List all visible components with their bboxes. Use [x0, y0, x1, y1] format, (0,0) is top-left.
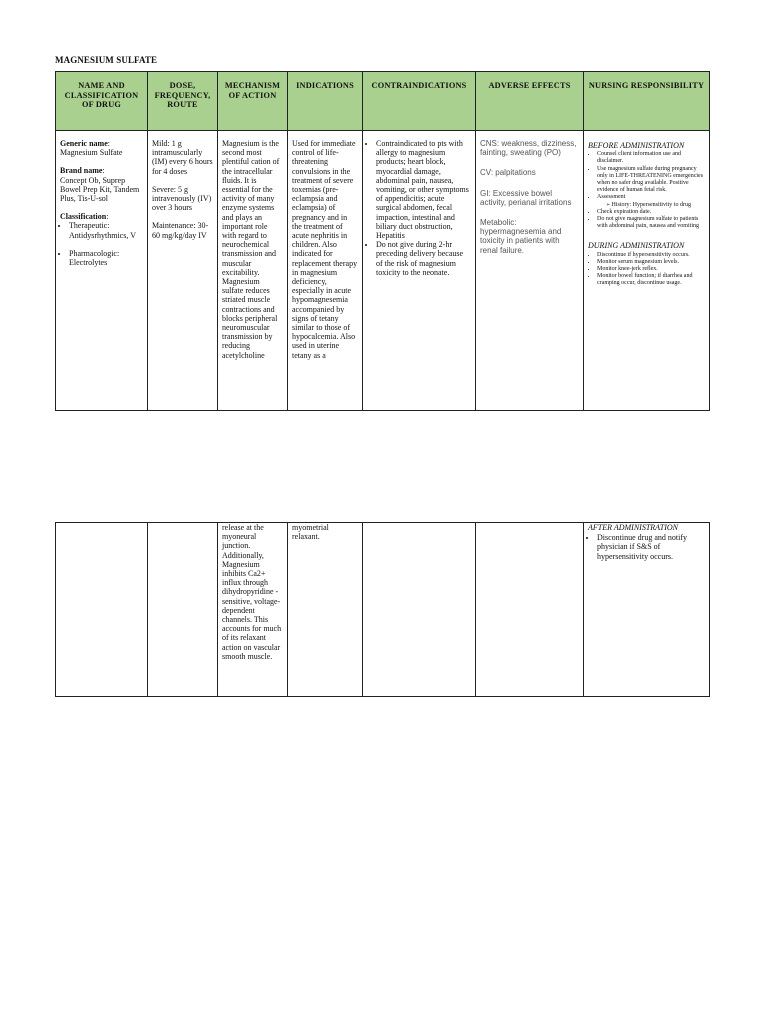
mechanism-cell-continued: [218, 523, 288, 697]
nursing-subitem: ➢ History: Hypersensitivity to drug: [606, 202, 705, 209]
nursing-item: • Discontinue drug and notify physician if S&S of hypersensitivity occurs.: [597, 533, 705, 561]
adverse-effect-item: CV: palpitations: [480, 168, 536, 178]
mechanism-text-continued: release at the myoneural junction. Additionally, Magnesium inhibits Ca2+ influx through dihydropyridine -sensitive, voltage-dependent channels. This accounts for much of its relaxant action on vascular smooth muscle.: [222, 523, 282, 661]
indications-cell: [288, 131, 363, 411]
nursing-item: • Monitor serum magnesium levels.: [597, 259, 705, 266]
nursing-cell-continued: [584, 523, 710, 697]
header-name-classification: NAME AND CLASSIFICATION OF DRUG: [56, 72, 148, 131]
name-cell: Generic name: Magnesium Sulfate Brand name: Concept Ob, Suprep Bowel Prep Kit, Tandem Plus, Tis-U-sol Classification: • Therapeutic: Antidysrhythmics, V • Pharmacologic: Electrolytes: [56, 131, 148, 411]
name-cell-continued: [56, 523, 148, 697]
dose-mild: Mild: 1 g intramuscularly (IM) every 6 hours for 4 doses: [152, 139, 213, 176]
before-administration-title: BEFORE ADMINISTRATION: [588, 141, 685, 150]
dose-severe: Severe: 5 g intravenously (IV) over 3 hours: [152, 184, 212, 213]
adverse-effects-cell-continued: [476, 523, 584, 697]
header-contraindications: CONTRAINDICATIONS: [363, 72, 476, 131]
contraindications-cell-continued: [363, 523, 476, 697]
adverse-effects-cell: [476, 131, 584, 411]
dose-maintenance: Maintenance: 30-60 mg/kg/day IV: [152, 221, 209, 240]
mechanism-text: Magnesium is the second most plentiful cation of the intracellular fluids. It is essential for the activity of many enzyme systems and plays an important role with regard to neurochemical transmission and muscular excitability. Magnesium sulfate reduces striated muscle contractions and blocks peripheral neuromuscular transmission by reducing acetylcholine: [222, 139, 280, 360]
nursing-item: • Monitor bowel function; if diarrhea and cramping occur, discontinue usage.: [597, 273, 705, 287]
drug-table-page1: [55, 71, 710, 411]
adverse-effect-item: CNS: weakness, dizziness, fainting, sweating (PO): [480, 139, 577, 158]
nursing-item: • Check expiration date.: [597, 209, 705, 216]
nursing-item: • Monitor knee-jerk reflex.: [597, 266, 705, 273]
nursing-item: • Discontinue if hypersensitivity occurs.: [597, 252, 705, 259]
brand-name: Concept Ob, Suprep Bowel Prep Kit, Tandem Plus, Tis-U-sol: [60, 175, 140, 204]
dose-cell: [148, 131, 218, 411]
therapeutic-class: • Therapeutic: Antidysrhythmics, V: [69, 221, 143, 239]
mechanism-cell: [218, 131, 288, 411]
nursing-item: • Counsel client information use and disclaimer.: [597, 151, 705, 165]
table-row: [56, 523, 710, 697]
header-adverse-effects: ADVERSE EFFECTS: [476, 72, 584, 131]
contraindication-item: • Contraindicated to pts with allergy to magnesium products; heart block, myocardial damage, abdominal pain, nausea, vomiting, or other symptoms of appendicitis; acute surgical abdomen, fecal impaction, intestinal and biliary duct obstruction, Hepatitis: [376, 139, 471, 240]
indications-text-continued: myometrial relaxant.: [292, 523, 329, 542]
during-administration-title: DURING ADMINISTRATION: [588, 241, 685, 251]
nursing-item: • Assessment: [597, 194, 705, 201]
dose-cell-continued: [148, 523, 218, 697]
table-row: [56, 131, 710, 411]
contraindication-item: • Do not give during 2-hr preceding delivery because of the risk of magnesium toxicity to the neonate.: [376, 240, 471, 277]
contraindications-cell: [363, 131, 476, 411]
generic-name: Magnesium Sulfate: [60, 148, 123, 158]
adverse-effect-item: Metabolic: hypermagnesemia and toxicity in patients with renal failure.: [480, 218, 562, 255]
header-nursing-responsibility: NURSING RESPONSIBILITY: [584, 72, 710, 131]
indications-cell-continued: [288, 523, 363, 697]
nursing-cell: [584, 131, 710, 411]
generic-name-label: Generic name: [60, 139, 108, 148]
indications-text: Used for immediate control of life-threatening convulsions in the treatment of severe toxemias (pre-eclampsia and eclampsia) of pregnancy and in the treatment of acute nephritis in children. Also indicated for replacement therapy in magnesium deficiency, especially in acute hypomagnesemia accompanied by signs of tetany similar to those of hypocalcemia. Also used in uterine tetany as a: [292, 139, 358, 360]
header-mechanism: MECHANISM OF ACTION: [218, 72, 288, 131]
pharmacologic-class: • Pharmacologic: Electrolytes: [69, 249, 143, 267]
header-indications: INDICATIONS: [288, 72, 363, 131]
after-administration-title: AFTER ADMINISTRATION: [588, 523, 678, 532]
header-dose: DOSE, FREQUENCY, ROUTE: [148, 72, 218, 131]
drug-table-page2: [55, 522, 710, 697]
nursing-item: • Do not give magnesium sulfate to patients with abdominal pain, nausea and vomiting: [597, 216, 705, 230]
header-row: [56, 72, 710, 131]
nursing-item: • Use magnesium sulfate during pregnancy only in LIFE-THREATENING emergencies when no safer drug available. Positive evidence of human fetal risk.: [597, 166, 705, 195]
document-title: MAGNESIUM SULFATE: [55, 55, 158, 65]
brand-name-label: Brand name: [60, 166, 103, 176]
classification-label: Classification: [60, 212, 107, 222]
adverse-effect-item: GI: Excessive bowel activity, perianal irritations: [480, 188, 572, 207]
